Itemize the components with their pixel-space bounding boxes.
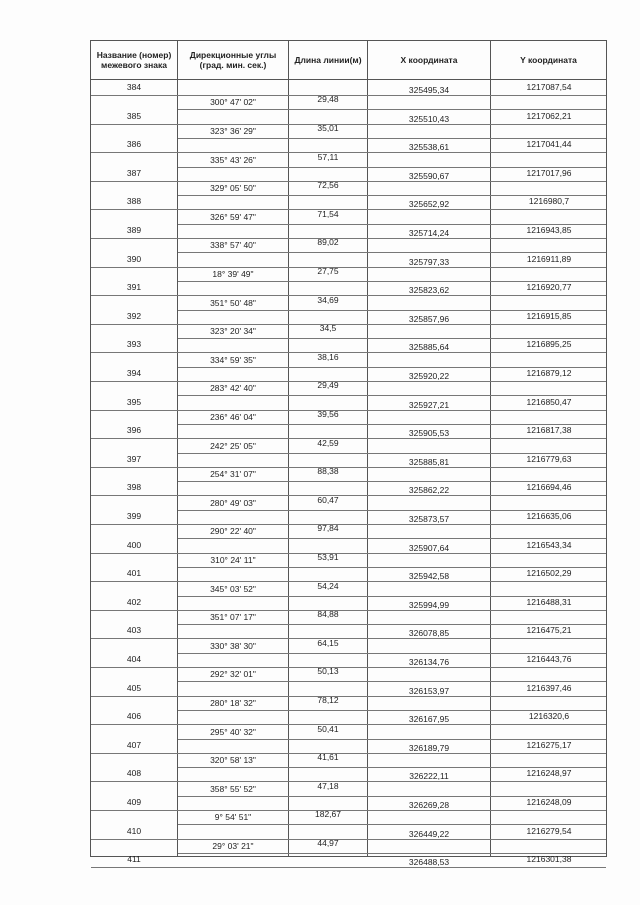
segment-length: 60,47 <box>317 494 339 505</box>
point-y: 1216879,12 <box>526 368 572 378</box>
segment-length: 89,02 <box>317 237 339 248</box>
point-y: 1216694,46 <box>526 482 572 493</box>
point-name: 409 <box>126 797 142 807</box>
segment-separator <box>178 252 606 253</box>
segment-separator <box>178 224 606 225</box>
segment-angle: 295° 40' 32" <box>210 726 256 737</box>
point-name: 391 <box>126 282 142 293</box>
header-name: Название (номер) межевого знака <box>96 50 172 70</box>
segment-length: 71,54 <box>317 208 339 219</box>
segment-length: 54,24 <box>317 580 339 591</box>
point-name: 405 <box>126 682 142 693</box>
point-name: 404 <box>126 654 142 664</box>
segment-angle: 334° 59' 35" <box>210 354 256 365</box>
segment-angle: 283° 42' 40" <box>210 383 256 394</box>
point-name: 386 <box>126 139 142 150</box>
point-name: 394 <box>126 368 142 378</box>
point-name: 411 <box>127 854 141 865</box>
point-x: 325510,43 <box>408 113 450 124</box>
point-name: 410 <box>126 825 142 836</box>
segment-angle: 329° 05' 50" <box>210 183 256 194</box>
point-name: 402 <box>126 596 142 607</box>
point-name: 390 <box>126 253 142 264</box>
point-x: 326269,28 <box>408 800 450 810</box>
point-y: 1216502,29 <box>526 568 572 579</box>
segment-separator <box>178 681 606 682</box>
point-x: 325862,22 <box>408 485 450 496</box>
segment-length: 50,13 <box>317 666 339 677</box>
segment-length: 39,56 <box>317 408 339 419</box>
segment-angle: 338° 57' 40" <box>210 240 256 251</box>
segment-length: 72,56 <box>317 180 339 191</box>
point-name: 400 <box>126 539 142 550</box>
segment-length: 34,5 <box>319 323 337 334</box>
segment-angle: 323° 20' 34" <box>210 326 256 337</box>
point-x: 326078,85 <box>408 628 450 639</box>
segment-angle: 358° 55' 52" <box>210 783 256 794</box>
point-y: 1217062,21 <box>526 110 572 121</box>
segment-angle: 236° 46' 04" <box>210 411 256 422</box>
point-y: 1216943,85 <box>526 225 572 235</box>
segment-length: 182,67 <box>315 809 341 820</box>
point-x: 326449,22 <box>408 828 450 839</box>
segment-angle: 330° 38' 30" <box>210 640 256 651</box>
point-y: 1216911,89 <box>526 253 572 264</box>
header-y: Y координата <box>520 55 577 65</box>
segment-angle: 351° 07' 17" <box>210 612 256 623</box>
point-x: 325885,64 <box>408 342 450 353</box>
point-y: 1216275,17 <box>526 739 572 750</box>
point-y: 1216320,6 <box>528 711 570 722</box>
header-length: Длина линии(м) <box>294 55 362 65</box>
segment-length: 97,84 <box>317 523 339 534</box>
point-y: 1216817,38 <box>526 425 572 436</box>
segment-angle: 345° 03' 52" <box>210 583 256 594</box>
point-x: 325885,81 <box>408 456 450 467</box>
segment-separator <box>178 624 606 625</box>
point-x: 325927,21 <box>408 399 450 410</box>
header-x: X координата <box>400 55 458 65</box>
segment-length: 41,61 <box>317 752 339 763</box>
point-name: 387 <box>126 167 142 178</box>
segment-angle: 326° 59' 47" <box>210 211 256 222</box>
point-name: 385 <box>126 110 142 121</box>
point-x: 325652,92 <box>408 199 450 210</box>
segment-separator <box>178 195 606 196</box>
segment-separator <box>178 653 606 654</box>
point-name: 397 <box>126 453 142 464</box>
segment-angle: 292° 32' 01" <box>210 669 256 680</box>
point-y: 1216248,09 <box>526 797 572 807</box>
point-name: 401 <box>126 568 142 579</box>
segment-length: 38,16 <box>317 351 339 362</box>
point-y: 1217041,44 <box>526 139 572 150</box>
point-x: 326488,53 <box>408 857 450 868</box>
segment-length: 57,11 <box>317 151 339 162</box>
column-divider <box>367 41 368 856</box>
point-y: 1216850,47 <box>526 396 572 407</box>
segment-separator <box>178 824 606 825</box>
point-y: 1216915,85 <box>526 310 572 321</box>
segment-length: 29,48 <box>317 94 339 105</box>
point-y: 1216397,46 <box>526 682 572 693</box>
segment-length: 42,59 <box>317 437 339 448</box>
segment-angle: 9° 54' 51" <box>214 812 252 823</box>
point-x: 325823,62 <box>408 285 450 296</box>
segment-angle: 254° 31' 07" <box>210 469 256 480</box>
segment-separator <box>178 596 606 597</box>
point-name: 398 <box>126 482 142 493</box>
segment-separator <box>178 138 606 139</box>
segment-length: 29,49 <box>317 380 339 391</box>
segment-separator <box>178 424 606 425</box>
point-x: 326134,76 <box>408 657 450 667</box>
segment-length: 34,69 <box>317 294 339 305</box>
segment-angle: 242° 25' 05" <box>210 440 256 451</box>
segment-length: 88,38 <box>317 466 339 477</box>
point-name: 396 <box>126 425 142 436</box>
segment-separator <box>178 310 606 311</box>
segment-length: 84,88 <box>317 609 339 620</box>
segment-separator <box>178 395 606 396</box>
point-y: 1216279,54 <box>526 825 572 836</box>
point-x: 326222,11 <box>409 771 449 782</box>
segment-separator <box>178 481 606 482</box>
segment-angle: 320° 58' 13" <box>210 755 256 766</box>
segment-separator <box>178 109 606 110</box>
point-y: 1216248,97 <box>526 768 572 779</box>
point-x: 325873,57 <box>408 514 450 524</box>
segment-length: 27,75 <box>317 265 339 276</box>
segment-separator <box>178 710 606 711</box>
point-name: 399 <box>126 511 142 521</box>
column-divider <box>288 41 289 856</box>
point-x: 325920,22 <box>408 371 450 381</box>
segment-angle: 29° 03' 21" <box>212 840 254 851</box>
point-name: 406 <box>126 711 142 722</box>
segment-length: 64,15 <box>317 637 339 648</box>
point-x: 326189,79 <box>408 742 450 753</box>
point-x: 325538,61 <box>408 142 450 153</box>
segment-separator <box>178 739 606 740</box>
segment-separator <box>178 567 606 568</box>
point-x: 325714,24 <box>408 228 450 238</box>
point-name: 408 <box>126 768 142 779</box>
segment-length: 35,01 <box>317 122 339 133</box>
segment-angle: 310° 24' 11" <box>210 554 256 565</box>
point-y: 1216920,77 <box>526 282 572 293</box>
segment-angle: 280° 18' 32" <box>210 697 256 708</box>
coordinates-table <box>90 40 607 868</box>
point-y: 1216543,34 <box>526 539 572 550</box>
point-x: 326167,95 <box>408 714 450 725</box>
segment-separator <box>178 796 606 797</box>
segment-length: 78,12 <box>317 694 339 705</box>
segment-separator <box>178 853 606 854</box>
point-x: 325907,64 <box>408 542 450 553</box>
point-y: 1217087,54 <box>526 82 572 92</box>
segment-length: 47,18 <box>317 780 339 791</box>
point-name: 393 <box>126 339 142 350</box>
segment-angle: 351° 50' 48" <box>210 297 256 308</box>
segment-separator <box>178 538 606 539</box>
point-y: 1216779,63 <box>526 453 572 464</box>
segment-separator <box>178 767 606 768</box>
segment-separator <box>178 338 606 339</box>
point-x: 325857,96 <box>408 313 450 324</box>
segment-angle: 300° 47' 02" <box>210 97 256 108</box>
segment-angle: 323° 36' 29" <box>210 125 256 136</box>
segment-length: 50,41 <box>317 723 339 734</box>
column-divider <box>177 41 178 856</box>
segment-separator <box>178 167 606 168</box>
row-separator <box>91 867 606 868</box>
segment-separator <box>178 510 606 511</box>
point-name: 392 <box>126 310 142 321</box>
header-angle: Дирекционные углы (град. мин. сек.) <box>189 50 277 70</box>
segment-angle: 290° 22' 40" <box>210 526 256 537</box>
segment-separator <box>178 281 606 282</box>
point-y: 1216980,7 <box>528 196 570 207</box>
segment-length: 53,91 <box>317 551 339 562</box>
segment-angle: 280° 49' 03" <box>210 497 256 508</box>
segment-separator <box>178 367 606 368</box>
point-x: 325495,34 <box>408 85 450 95</box>
point-x: 325590,67 <box>408 170 450 181</box>
point-name: 384 <box>126 82 142 92</box>
point-name: 407 <box>126 739 142 750</box>
point-y: 1217017,96 <box>526 167 572 178</box>
column-divider <box>490 41 491 856</box>
point-y: 1216443,76 <box>526 654 572 664</box>
point-y: 1216635,06 <box>526 511 572 521</box>
point-y: 1216895,25 <box>526 339 572 350</box>
table-header <box>91 41 606 80</box>
point-y: 1216475,21 <box>526 625 572 636</box>
segment-angle: 18° 39' 49" <box>212 268 254 279</box>
point-x: 326153,97 <box>408 685 450 696</box>
point-x: 325994,99 <box>408 599 450 610</box>
point-name: 395 <box>126 396 142 407</box>
segment-angle: 335° 43' 26" <box>210 154 256 165</box>
point-y: 1216301,38 <box>526 854 572 865</box>
point-x: 325942,58 <box>408 571 450 582</box>
point-name: 403 <box>126 625 142 636</box>
point-y: 1216488,31 <box>526 596 572 607</box>
segment-length: 44,97 <box>317 837 339 848</box>
point-name: 388 <box>126 196 142 207</box>
point-name: 389 <box>126 225 142 235</box>
point-x: 325905,53 <box>408 428 450 439</box>
point-x: 325797,33 <box>408 256 450 267</box>
segment-separator <box>178 453 606 454</box>
